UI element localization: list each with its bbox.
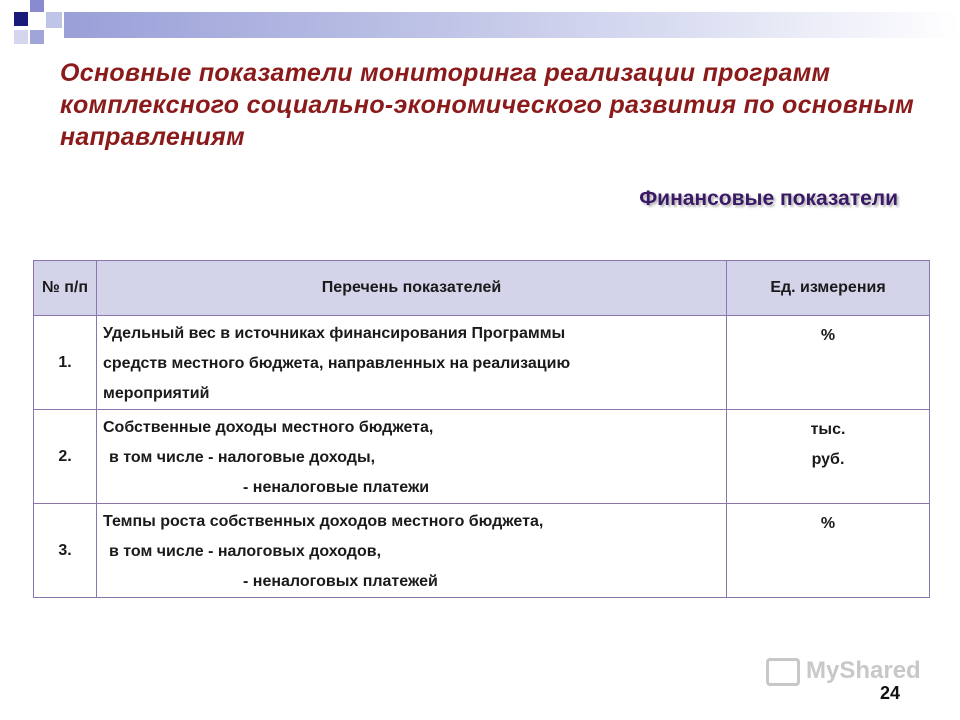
table-header-row	[34, 261, 930, 316]
row-number: 3.	[34, 504, 97, 598]
header-list	[97, 261, 727, 316]
header-num	[34, 261, 97, 316]
indicator-line: Собственные доходы местного бюджета,	[103, 419, 434, 436]
unit-line: тыс.	[810, 421, 846, 438]
header-num-label: № п/п	[41, 279, 89, 296]
header-unit-label: Ед. измерения	[770, 279, 886, 296]
unit-line: руб.	[811, 451, 845, 468]
page-number: 24	[880, 683, 901, 703]
row-number: 2.	[34, 410, 97, 504]
decor-square	[14, 12, 28, 26]
indicator-line: в том числе - налоговые доходы,	[109, 449, 376, 466]
decor-square	[30, 30, 44, 44]
row-unit	[727, 410, 930, 504]
indicator-line: - неналоговых платежей	[243, 573, 438, 590]
decor-square	[30, 0, 44, 12]
header-list-label: Перечень показателей	[321, 279, 502, 296]
unit-line: %	[820, 515, 836, 532]
decor-square	[14, 30, 28, 44]
indicator-line: Темпы роста собственных доходов местного бюджета,	[103, 513, 544, 530]
row-indicator	[97, 316, 727, 410]
row-number: 1.	[34, 316, 97, 410]
indicator-line: - неналоговые платежи	[243, 479, 430, 496]
decor-square	[46, 12, 62, 28]
indicators-table	[33, 260, 930, 598]
indicator-line: Удельный вес в источниках финансирования Программы	[103, 325, 566, 342]
watermark-text: MyShared	[806, 657, 921, 684]
table-row	[34, 316, 930, 410]
table-row	[34, 504, 930, 598]
indicator-line: средств местного бюджета, направленных на реализацию	[103, 355, 571, 372]
row-indicator	[97, 504, 727, 598]
indicator-line: в том числе - налоговых доходов,	[109, 543, 382, 560]
slide-title: Основные показатели мониторинга реализации программ комплексного социально-экономического развития по основным направлениям	[60, 59, 914, 151]
unit-line: %	[820, 327, 836, 344]
header-gradient-bar	[64, 12, 960, 38]
row-unit	[727, 316, 930, 410]
row-indicator	[97, 410, 727, 504]
slide-subtitle: Финансовые показатели	[639, 187, 898, 210]
indicator-line: мероприятий	[103, 385, 210, 402]
watermark-icon	[766, 658, 800, 686]
table-row	[34, 410, 930, 504]
row-unit	[727, 504, 930, 598]
header-unit	[727, 261, 930, 316]
